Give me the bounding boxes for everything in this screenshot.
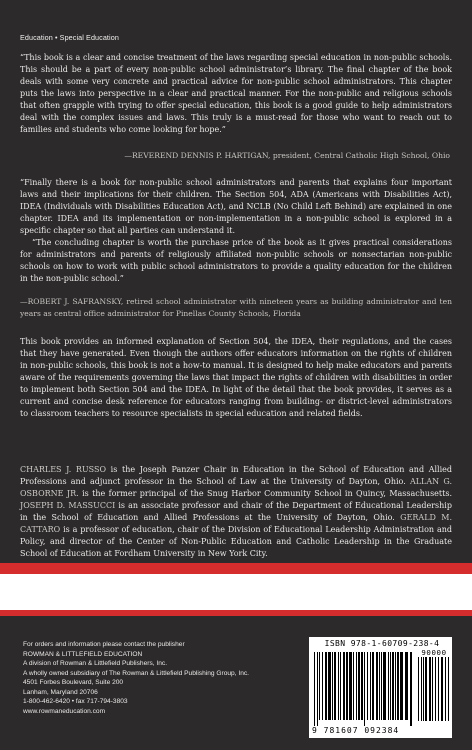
- review-1-text: “This book is a clear and concise treatment of the laws regarding special education in non-public schools. This should be a part of every non-public school administrator’s library. The final chapter of the book deals with some very concrete and practical advice for non-public school administrators. This chapter puts the laws into perspective in a clear and practical manner. For the non-public and religious schools that often grapple with trying to offer special education, this book is a good guide to help administrators deal with the complex issues and laws. This truly is a must-read for those who want to reach out to families and students who come looking for hope.”: [20, 53, 452, 134]
- barcode-bar: [441, 657, 443, 721]
- barcode-bar: [397, 652, 399, 720]
- barcode-bar: [432, 657, 433, 721]
- barcode-bar: [325, 652, 327, 720]
- barcode-bar: [328, 652, 331, 720]
- author-bio-osborne: is the former principal of the Snug Harbor Community School in Quincy, Massachusetts.: [78, 489, 452, 498]
- barcode-bar: [376, 652, 378, 720]
- barcode-bar: [438, 657, 439, 721]
- publisher-line-4: A wholly owned subsidiary of The Rowman & Littlefield Publishing Group, Inc.: [23, 669, 250, 677]
- barcode-icon: [313, 652, 413, 726]
- publisher-line-8: www.rowmaneducation.com: [23, 707, 106, 715]
- barcode-ean-number: 9 781607 092384: [312, 726, 400, 735]
- barcode-bar: [445, 657, 446, 721]
- barcode-bar: [353, 652, 354, 720]
- author-name-massucci: JOSEPH D. MASSUCCI: [20, 501, 116, 510]
- barcode-bar: [346, 652, 348, 720]
- barcode-bar: [405, 652, 408, 720]
- review-2: [20, 177, 452, 285]
- barcode-bar: [392, 652, 394, 720]
- review-2-paragraph-1: “Finally there is a book for non-public school administrators and parents that explains four important laws and their implications for their children. The Section 504, ADA (Americans with Disabilities Act), IDEA (Individuals with Disabilities Education Act), and NCLB (No Child Left Behind) are explained in one chapter. IDEA and its implementation or non-implementation in a non-public school is explored in a specific chapter so that all parties can understand it.: [20, 178, 452, 235]
- author-name-osborne: ALLAN G. OSBORNE JR.: [20, 477, 453, 498]
- author-bio-massucci: is an associate professor and chair of the Department of Educational Leadership in the School of Education and Allied Professions at the University of Dayton, Ohio.: [20, 501, 452, 522]
- barcode-bar: [338, 652, 339, 720]
- barcode-bar: [390, 652, 391, 720]
- publisher-line-3: A division of Rowman & Littlefield Publishers, Inc.: [23, 660, 168, 667]
- publisher-info: [23, 640, 249, 716]
- barcode-bar: [425, 657, 427, 721]
- barcode-bar: [370, 652, 371, 720]
- white-stripe: [0, 574, 472, 610]
- barcode-bar: [435, 657, 436, 721]
- barcode-bar: [372, 652, 374, 720]
- barcode-bar: [400, 652, 403, 720]
- barcode-bar: [423, 657, 424, 721]
- barcode-bar: [364, 652, 365, 726]
- barcode-bar: [356, 652, 357, 720]
- author-bio-cattaro: is a professor of education, chair of the Division of Educational Leadership Administration and Policy, and director of the Center of Non-Public Education and Catholic Leadership in the Graduate School of Education at Fordham University in New York City.: [20, 525, 452, 558]
- barcode-bar: [343, 652, 345, 720]
- barcode-bar: [332, 652, 333, 720]
- barcode-bar: [334, 652, 336, 720]
- barcode-bar: [395, 652, 396, 720]
- barcode-bar: [410, 652, 412, 726]
- barcode-bar: [314, 652, 315, 726]
- isbn-label: ISBN 978-1-60709-238-4: [324, 639, 440, 648]
- barcode-bar: [388, 652, 389, 720]
- publisher-line-1: For orders and information please contact the publisher: [23, 641, 185, 648]
- barcode-bar: [367, 652, 368, 720]
- barcode-bar: [349, 652, 352, 720]
- barcode-bar: [421, 657, 422, 721]
- barcode-bar: [379, 652, 380, 720]
- barcode-bar: [448, 657, 449, 721]
- author-bios: [20, 464, 452, 560]
- publisher-line-6: Lanham, Maryland 20706: [23, 688, 98, 696]
- barcode-bar: [418, 657, 419, 721]
- red-stripe-top: [0, 563, 472, 574]
- barcode-bar: [383, 652, 386, 720]
- barcode-addon-number: 90000: [421, 648, 447, 657]
- barcode-bar: [322, 652, 323, 720]
- barcode-bar: [381, 652, 382, 720]
- publisher-line-2: ROWMAN & LITTLEFIELD EDUCATION: [23, 650, 143, 658]
- book-description: This book provides an informed explanation of Section 504, the IDEA, their regulations, and the cases that they have generated. Even though the authors offer educators information on the rights of children in non-public schools, this book is not a how-to manual. It is designed to help make educators and parents aware of the requirements governing the laws that impact the rights of children with disabilities in order to implement both Section 504 and the IDEA. In light of the detail that the book provides, it serves as a current and concise desk reference for educators ranging from building- or district-level administrators to classroom teachers to resource specialists in special education and related fields.: [20, 337, 452, 418]
- barcode-bar: [429, 657, 431, 721]
- category-label: Education • Special Education: [20, 33, 119, 42]
- review-2-attribution: —ROBERT J. SAFRANSKY, retired school administrator with nineteen years as building administrator and ten years as central office administrator for Pinellas County Schools, Florida: [20, 297, 452, 318]
- publisher-line-5: 4501 Forbes Boulevard, Suite 200: [23, 679, 124, 686]
- barcode-bar: [340, 652, 341, 720]
- author-name-cattaro: GERALD M. CATTARO: [20, 513, 452, 534]
- barcode-addon-icon: [417, 657, 451, 727]
- barcode-bar: [358, 652, 360, 720]
- publisher-line-7: 1-800-462-6420 • fax 717-794-3803: [23, 698, 128, 705]
- barcode-bar: [361, 652, 363, 720]
- author-name-russo: CHARLES J. RUSSO: [20, 465, 107, 474]
- review-1-attribution: —REVEREND DENNIS P. HARTIGAN, president, Central Catholic High School, Ohio: [124, 151, 450, 160]
- barcode-bar: [317, 652, 318, 726]
- review-2-paragraph-2: “The concluding chapter is worth the purchase price of the book as it gives practical considerations for administrators and parents of religiously affiliated non-public schools or nonsectarian non-public schools on how to work with public school administrators to provide a quality education for the children in the non-public school.”: [20, 238, 452, 283]
- review-1: [20, 52, 452, 136]
- author-bio-russo: is the Joseph Panzer Chair in Education in the School of Education and Allied Professions and adjunct professor in the School of Law at the University of Dayton, Ohio.: [20, 465, 452, 486]
- barcode-bar: [319, 652, 320, 720]
